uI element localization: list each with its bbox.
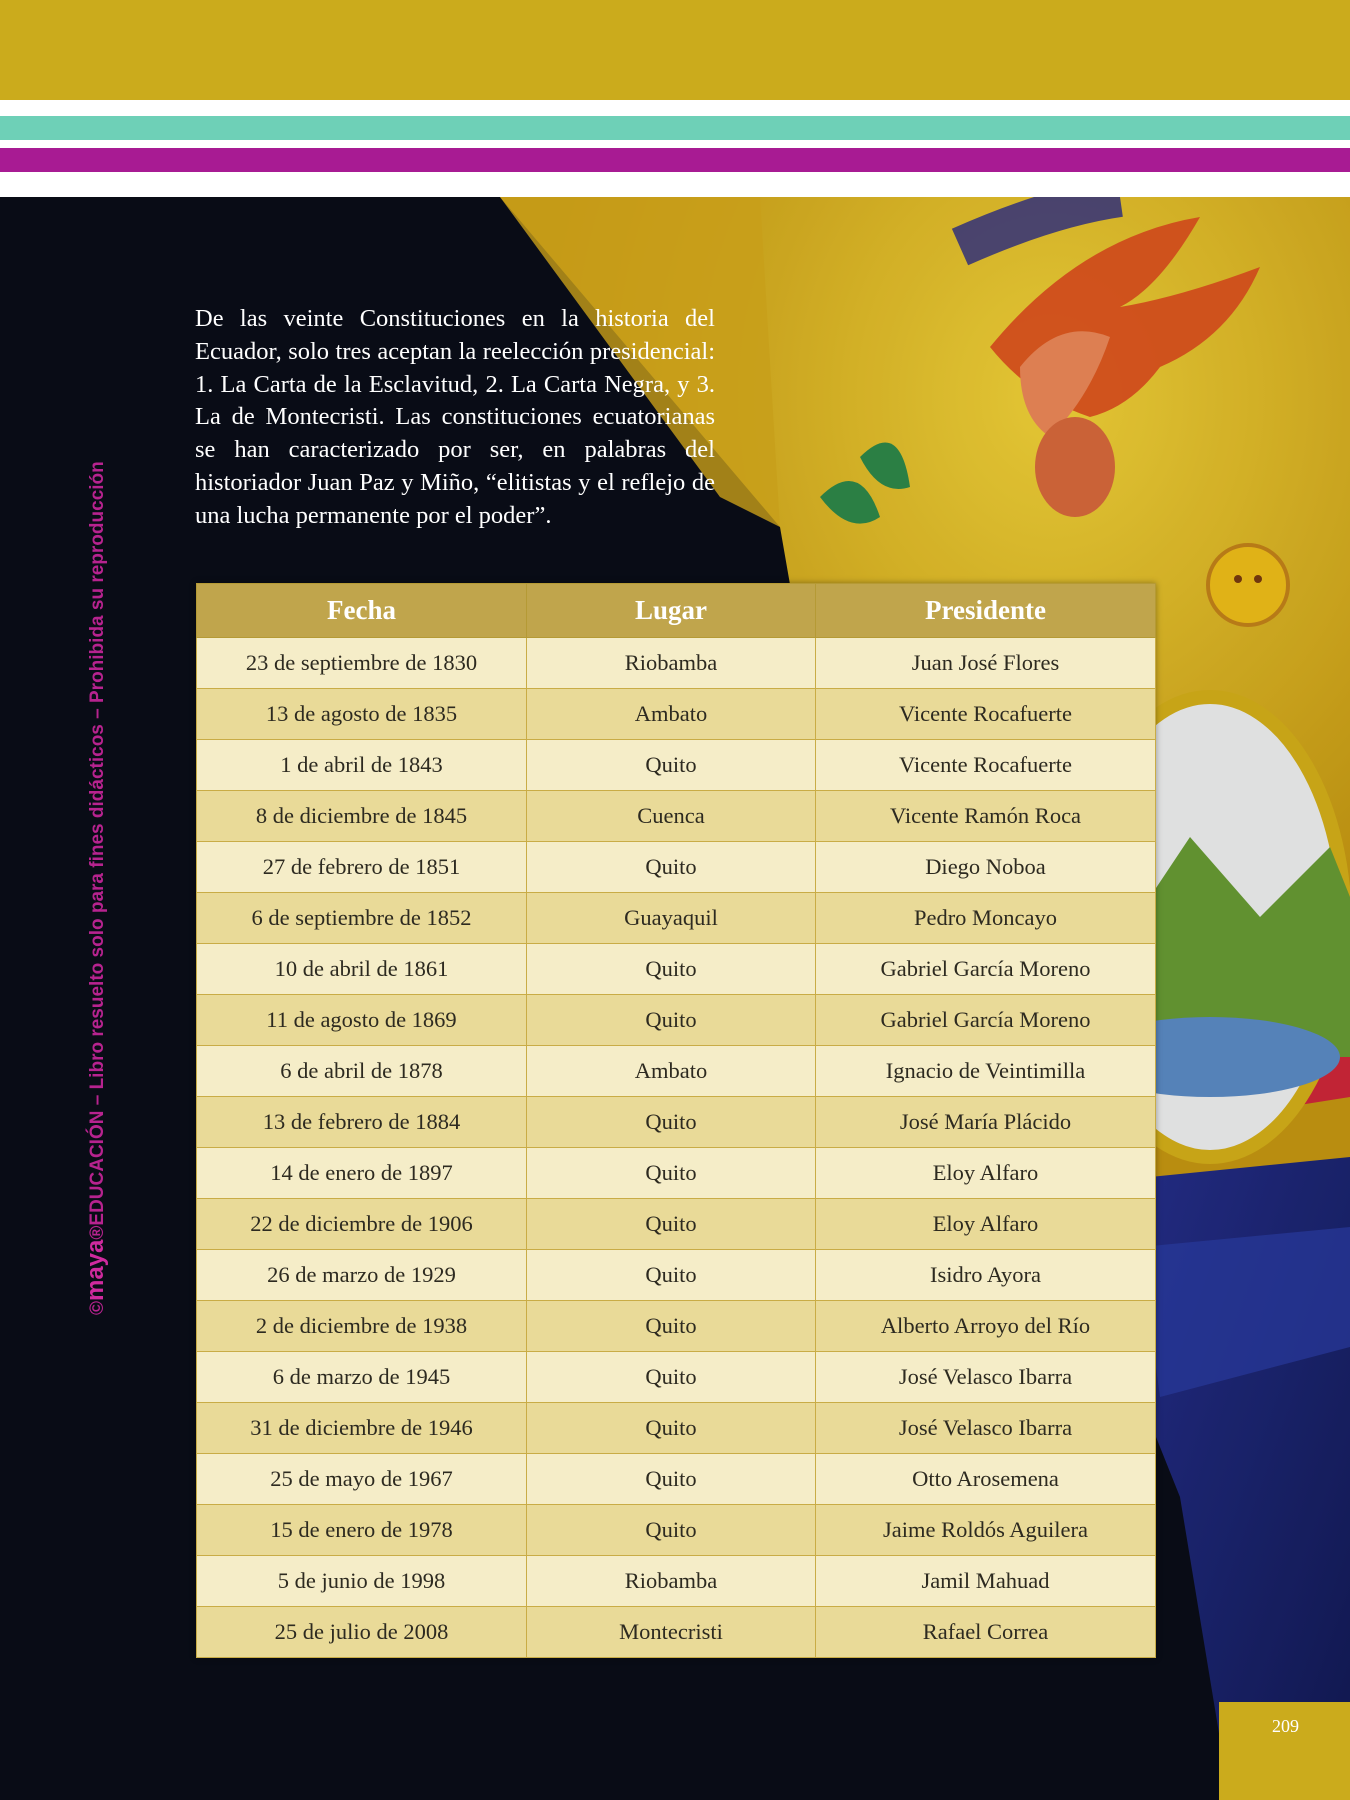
cell-fecha: 6 de marzo de 1945	[197, 1352, 527, 1403]
table-row	[197, 1097, 1156, 1148]
cell-fecha: 13 de febrero de 1884	[197, 1097, 527, 1148]
cell-presidente: Isidro Ayora	[816, 1250, 1156, 1301]
cell-presidente: José Velasco Ibarra	[816, 1403, 1156, 1454]
table-header-row	[197, 584, 1156, 638]
top-teal-stripe	[0, 116, 1350, 140]
table-row	[197, 1250, 1156, 1301]
cell-lugar: Quito	[527, 1454, 816, 1505]
cell-fecha: 25 de mayo de 1967	[197, 1454, 527, 1505]
cell-presidente: Ignacio de Veintimilla	[816, 1046, 1156, 1097]
cell-lugar: Quito	[527, 944, 816, 995]
cell-fecha: 11 de agosto de 1869	[197, 995, 527, 1046]
cell-presidente: Vicente Rocafuerte	[816, 740, 1156, 791]
cell-fecha: 25 de julio de 2008	[197, 1607, 527, 1658]
cell-lugar: Quito	[527, 1199, 816, 1250]
table-row	[197, 893, 1156, 944]
cell-presidente: José Velasco Ibarra	[816, 1352, 1156, 1403]
table-row	[197, 689, 1156, 740]
table-row	[197, 1199, 1156, 1250]
page-number: 209	[1272, 1716, 1299, 1736]
cell-presidente: Alberto Arroyo del Río	[816, 1301, 1156, 1352]
cell-fecha: 5 de junio de 1998	[197, 1556, 527, 1607]
cell-presidente: Pedro Moncayo	[816, 893, 1156, 944]
cell-fecha: 2 de diciembre de 1938	[197, 1301, 527, 1352]
cell-lugar: Quito	[527, 995, 816, 1046]
cell-fecha: 14 de enero de 1897	[197, 1148, 527, 1199]
cell-lugar: Ambato	[527, 689, 816, 740]
table-row	[197, 1607, 1156, 1658]
cell-fecha: 23 de septiembre de 1830	[197, 638, 527, 689]
page-number-box	[1219, 1702, 1350, 1800]
copyright-text: ®EDUCACIÓN – Libro resuelto solo para fines didácticos – Prohibida su reproducción	[87, 461, 108, 1240]
cell-lugar: Quito	[527, 1097, 816, 1148]
cell-fecha: 8 de diciembre de 1845	[197, 791, 527, 842]
copyright-symbol: ©	[87, 1301, 108, 1315]
cell-lugar: Quito	[527, 1505, 816, 1556]
brand-name: maya	[82, 1239, 109, 1301]
table-row	[197, 1352, 1156, 1403]
header-lugar: Lugar	[527, 584, 816, 638]
cell-fecha: 26 de marzo de 1929	[197, 1250, 527, 1301]
cell-presidente: Jamil Mahuad	[816, 1556, 1156, 1607]
cell-presidente: Rafael Correa	[816, 1607, 1156, 1658]
table-row	[197, 995, 1156, 1046]
cell-presidente: Vicente Rocafuerte	[816, 689, 1156, 740]
header-fecha: Fecha	[197, 584, 527, 638]
table-row	[197, 1454, 1156, 1505]
cell-fecha: 27 de febrero de 1851	[197, 842, 527, 893]
cell-presidente: Jaime Roldós Aguilera	[816, 1505, 1156, 1556]
table-row	[197, 1556, 1156, 1607]
table-row	[197, 740, 1156, 791]
cell-presidente: Gabriel García Moreno	[816, 944, 1156, 995]
cell-presidente: Juan José Flores	[816, 638, 1156, 689]
top-gold-band	[0, 0, 1350, 100]
table-row	[197, 1505, 1156, 1556]
cell-presidente: Diego Noboa	[816, 842, 1156, 893]
intro-paragraph: De las veinte Constituciones en la historia del Ecuador, solo tres aceptan la reelección presidencial: 1. La Carta de la Esclavitud, 2. La Carta Negra, y 3. La de Montecristi. Las constituciones ecuatorianas se han caracterizado por ser, en palabras del historiador Juan Paz y Miño, “elitistas y el reflejo de una lucha permanente por el poder”.	[195, 305, 715, 529]
table-row	[197, 791, 1156, 842]
cell-lugar: Montecristi	[527, 1607, 816, 1658]
cell-lugar: Quito	[527, 1403, 816, 1454]
cell-presidente: Eloy Alfaro	[816, 1148, 1156, 1199]
cell-presidente: Eloy Alfaro	[816, 1199, 1156, 1250]
cell-fecha: 15 de enero de 1978	[197, 1505, 527, 1556]
cell-lugar: Quito	[527, 1352, 816, 1403]
constitutions-table	[196, 583, 1156, 1658]
table-row	[197, 1046, 1156, 1097]
table-row	[197, 638, 1156, 689]
cell-lugar: Quito	[527, 740, 816, 791]
table-row	[197, 1301, 1156, 1352]
cell-fecha: 1 de abril de 1843	[197, 740, 527, 791]
cell-fecha: 6 de abril de 1878	[197, 1046, 527, 1097]
cell-presidente: José María Plácido	[816, 1097, 1156, 1148]
cell-lugar: Quito	[527, 1250, 816, 1301]
cell-fecha: 10 de abril de 1861	[197, 944, 527, 995]
cell-fecha: 22 de diciembre de 1906	[197, 1199, 527, 1250]
header-presidente: Presidente	[816, 584, 1156, 638]
copyright-side-note	[82, 461, 110, 1315]
cell-fecha: 6 de septiembre de 1852	[197, 893, 527, 944]
cell-lugar: Riobamba	[527, 1556, 816, 1607]
table-row	[197, 1403, 1156, 1454]
cell-fecha: 13 de agosto de 1835	[197, 689, 527, 740]
cell-lugar: Guayaquil	[527, 893, 816, 944]
table-row	[197, 1148, 1156, 1199]
cell-lugar: Quito	[527, 1301, 816, 1352]
cell-lugar: Riobamba	[527, 638, 816, 689]
cell-lugar: Cuenca	[527, 791, 816, 842]
cell-lugar: Quito	[527, 842, 816, 893]
table-row	[197, 944, 1156, 995]
top-magenta-stripe	[0, 148, 1350, 172]
cell-lugar: Ambato	[527, 1046, 816, 1097]
cell-presidente: Gabriel García Moreno	[816, 995, 1156, 1046]
cell-presidente: Otto Arosemena	[816, 1454, 1156, 1505]
table-row	[197, 842, 1156, 893]
cell-fecha: 31 de diciembre de 1946	[197, 1403, 527, 1454]
cell-lugar: Quito	[527, 1148, 816, 1199]
cell-presidente: Vicente Ramón Roca	[816, 791, 1156, 842]
